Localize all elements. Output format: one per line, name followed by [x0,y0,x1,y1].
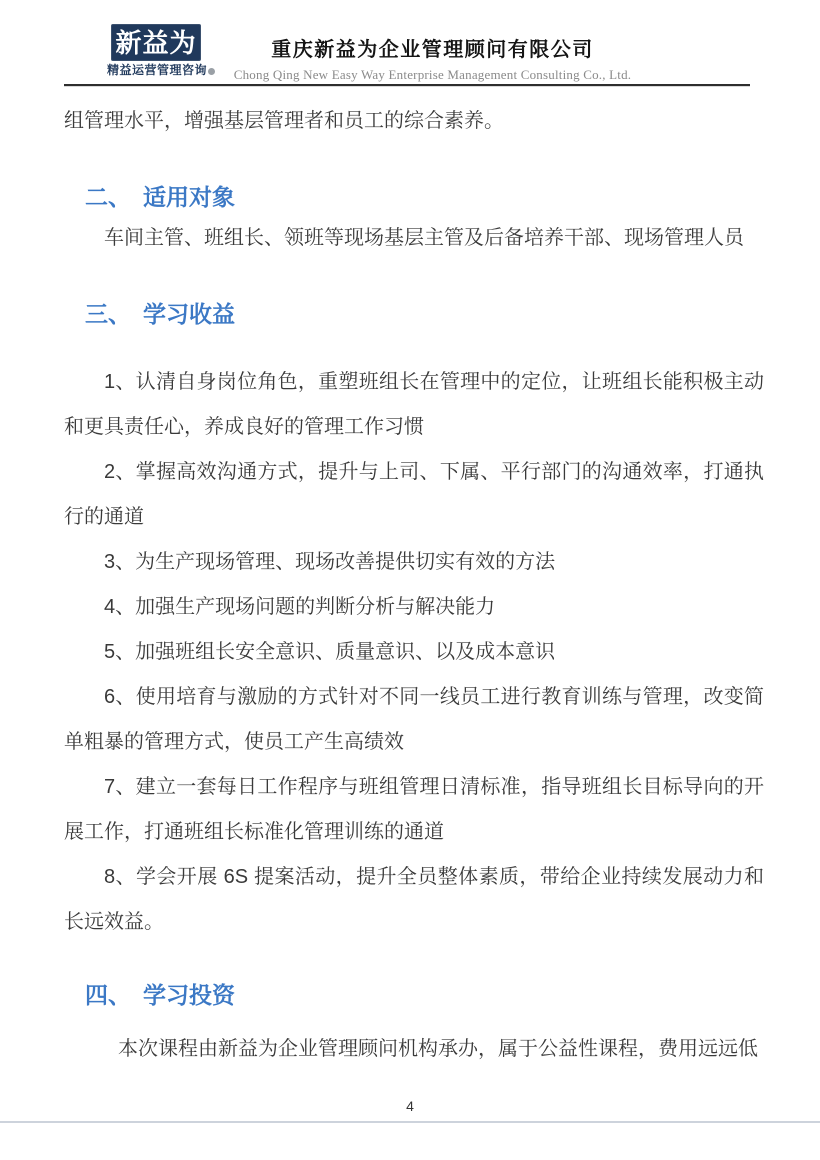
intro-paragraph: 组管理水平，增强基层管理者和员工的综合素养。 [64,110,504,132]
section-label: 学习投资 [143,982,235,1008]
audience-paragraph: 车间主管、班组长、领班等现场基层主管及后备培养干部、现场管理人员 [104,227,744,249]
benefit-item: 7、建立一套每日工作程序与班组管理日清标准，指导班组长目标导向的开展工作，打通班组长标准化管理训练的通道 [64,776,764,843]
benefit-item: 5、加强班组长安全意识、质量意识、以及成本意识 [104,641,556,663]
logo-text: 新益为 [115,28,197,58]
benefit-item: 2、掌握高效沟通方式，提升与上司、下属、平行部门的沟通效率，打通执行的通道 [64,461,764,528]
investment-paragraph: 本次课程由新益为企业管理顾问机构承办，属于公益性课程，费用远远低 [118,1038,758,1060]
logo-tagline: 精益运营管理咨询 [107,61,217,76]
section-benefits-title [64,297,764,331]
company-name-en: Chong Qing New Easy Way Enterprise Management Consulting Co., Ltd. [233,67,632,82]
benefit-item: 8、学会开展 6S 提案活动，提升全员整体素质，带给企业持续发展动力和长远效益。 [64,866,764,933]
company-name-block [225,33,640,83]
section-benefits [64,297,764,945]
section-number: 四、 [85,982,131,1008]
document-body [64,86,764,1072]
benefit-item: 1、认清自身岗位角色，重塑班组长在管理中的定位，让班组长能积极主动和更具责任心，养成良好的管理工作习惯 [64,371,764,438]
footer-divider [0,1121,820,1123]
section-investment-title [64,978,764,1012]
section-label: 适用对象 [143,184,235,210]
section-investment [64,978,764,1072]
section-audience [64,180,764,261]
company-name-cn: 重庆新益为企业管理顾问有限公司 [271,39,594,61]
section-label: 学习收益 [143,301,235,327]
company-logo-mark [111,24,201,61]
benefit-item: 3、为生产现场管理、现场改善提供切实有效的方法 [104,551,556,573]
benefit-item: 4、加强生产现场问题的判断分析与解决能力 [104,596,496,618]
section-number: 二、 [85,184,131,210]
benefit-item: 6、使用培育与激励的方式针对不同一线员工进行教育训练与管理，改变简单粗暴的管理方式，使员工产生高绩效 [64,686,764,753]
logo-dot-icon [208,68,215,75]
page-number: 4 [406,1098,414,1114]
section-number: 三、 [85,301,131,327]
benefits-list [64,360,764,945]
section-audience-title [64,180,764,214]
